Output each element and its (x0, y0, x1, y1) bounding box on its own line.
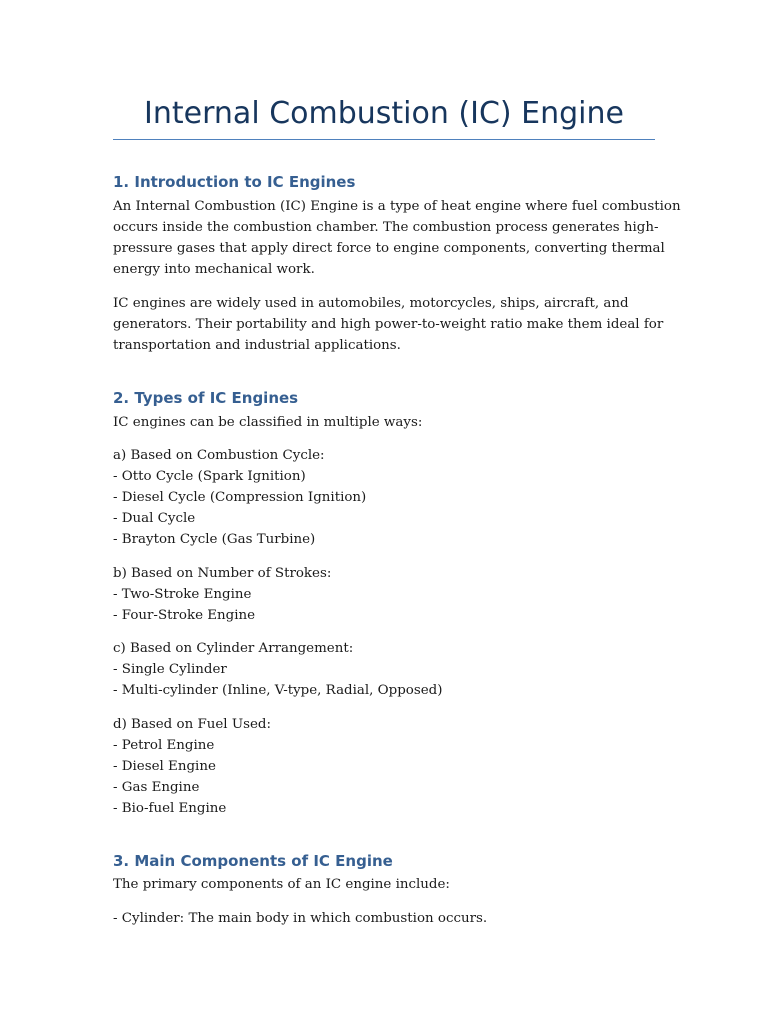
list-heading: b) Based on Number of Strokes: (113, 566, 332, 581)
text-line: transportation and industrial applications. (113, 338, 401, 353)
list-item: - Brayton Cycle (Gas Turbine) (113, 532, 316, 547)
text-line: occurs inside the combustion chamber. The combustion process generates high- (113, 220, 659, 235)
text-line: An Internal Combustion (IC) Engine is a type of heat engine where fuel combustion (113, 199, 681, 214)
list-block (113, 714, 655, 819)
paragraph (113, 412, 655, 433)
list-item: - Two-Stroke Engine (113, 587, 252, 602)
text-line: pressure gases that apply direct force to engine components, converting thermal (113, 241, 665, 256)
text-line: energy into mechanical work. (113, 262, 315, 277)
text-line: generators. Their portability and high power-to-weight ratio make them ideal for (113, 317, 664, 332)
list-item: - Otto Cycle (Spark Ignition) (113, 469, 306, 484)
list-item: - Dual Cycle (113, 511, 196, 526)
list-item: - Multi-cylinder (Inline, V-type, Radial, Opposed) (113, 683, 443, 698)
paragraph (113, 874, 655, 895)
list-item: - Gas Engine (113, 780, 200, 795)
list-item: - Cylinder: The main body in which combustion occurs. (113, 911, 488, 926)
list-item: - Diesel Engine (113, 759, 216, 774)
list-heading: a) Based on Combustion Cycle: (113, 448, 325, 463)
list-block (113, 445, 655, 550)
list-block (113, 908, 655, 929)
text-line: IC engines can be classified in multiple ways: (113, 415, 423, 430)
list-item: - Bio-fuel Engine (113, 801, 227, 816)
section-heading: 3. Main Components of IC Engine (113, 852, 393, 870)
list-block (113, 563, 655, 626)
document-title: Internal Combustion (IC) Engine (144, 96, 624, 131)
paragraph (113, 196, 681, 280)
text-line: The primary components of an IC engine include: (113, 877, 450, 892)
paragraph (113, 293, 664, 356)
list-heading: d) Based on Fuel Used: (113, 717, 271, 732)
list-item: - Four-Stroke Engine (113, 608, 256, 623)
list-item: - Single Cylinder (113, 662, 227, 677)
section-heading: 1. Introduction to IC Engines (113, 173, 356, 191)
list-block (113, 638, 655, 701)
text-line: IC engines are widely used in automobiles, motorcycles, ships, aircraft, and (113, 296, 629, 311)
section-heading: 2. Types of IC Engines (113, 389, 299, 407)
list-heading: c) Based on Cylinder Arrangement: (113, 641, 354, 656)
list-item: - Diesel Cycle (Compression Ignition) (113, 490, 367, 505)
title-underline (113, 139, 655, 140)
list-item: - Petrol Engine (113, 738, 215, 753)
